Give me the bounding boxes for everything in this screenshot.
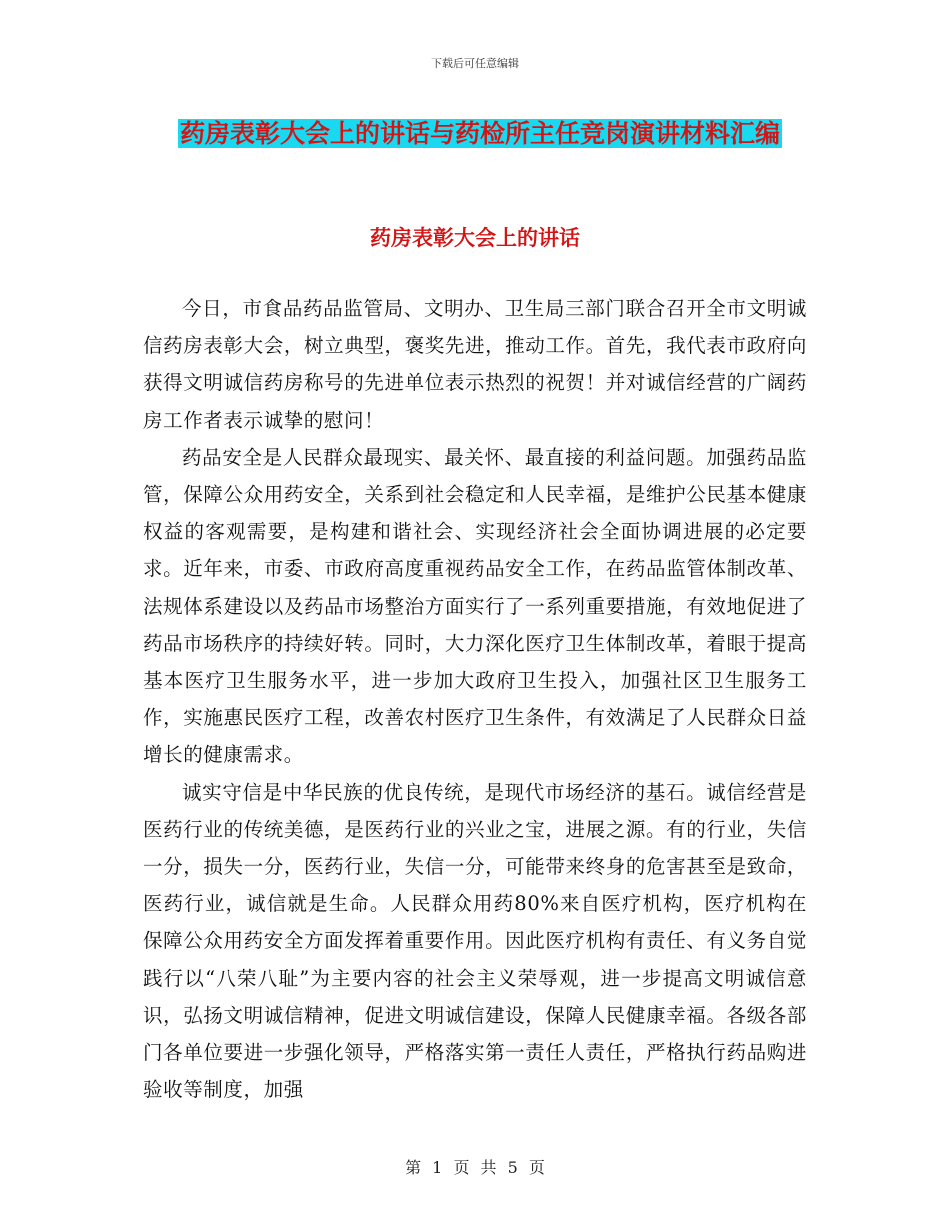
paragraph: 诚实守信是中华民族的优良传统，是现代市场经济的基石。诚信经营是医药行业的传统美德，是医药行业的兴业之宝，进展之源。有的行业，失信一分，损失一分，医药行业，失信一分，可能带来终身的危害甚至是致命，医药行业，诚信就是生命。人民群众用药80%来自医疗机构，医疗机构在保障公众用药安全方面发挥着重要作用。因此医疗机构有责任、有义务自觉践行以“八荣八耻”为主要内容的社会主义荣辱观，进一步提高文明诚信意识，弘扬文明诚信精神，促进文明诚信建设，保障人民健康幸福。各级各部门各单位要进一步强化领导，严格落实第一责任人责任，严格执行药品购进验收等制度，加强	[143, 780, 807, 1102]
document-title	[140, 112, 820, 156]
body-text	[143, 290, 807, 1108]
header-note: 下载后可任意编辑	[431, 57, 519, 70]
paragraph: 药品安全是人民群众最现实、最关怀、最直接的利益问题。加强药品监管，保障公众用药安全，关系到社会稳定和人民幸福，是维护公民基本健康权益的客观需要，是构建和谐社会、实现经济社会全面协调进展的必定要求。近年来，市委、市政府高度重视药品安全工作，在药品监管体制改革、法规体系建设以及药品市场整治方面实行了一系列重要措施，有效地促进了药品市场秩序的持续好转。同时，大力深化医疗卫生体制改革，着眼于提高基本医疗卫生服务水平，进一步加大政府卫生投入，加强社区卫生服务工作，实施惠民医疗工程，改善农村医疗卫生条件，有效满足了人民群众日益增长的健康需求。	[143, 445, 807, 767]
paragraph: 今日，市食品药品监管局、文明办、卫生局三部门联合召开全市文明诚信药房表彰大会，树立典型，褒奖先进，推动工作。首先，我代表市政府向获得文明诚信药房称号的先进单位表示热烈的祝贺！并对诚信经营的广阔药房工作者表示诚挚的慰问！	[143, 297, 807, 432]
page-footer: 第 1 页 共 5 页	[405, 1158, 545, 1177]
document-title-text: 药房表彰大会上的讲话与药检所主任竞岗演讲材料汇编	[179, 119, 780, 148]
section-title: 药房表彰大会上的讲话	[370, 226, 580, 250]
